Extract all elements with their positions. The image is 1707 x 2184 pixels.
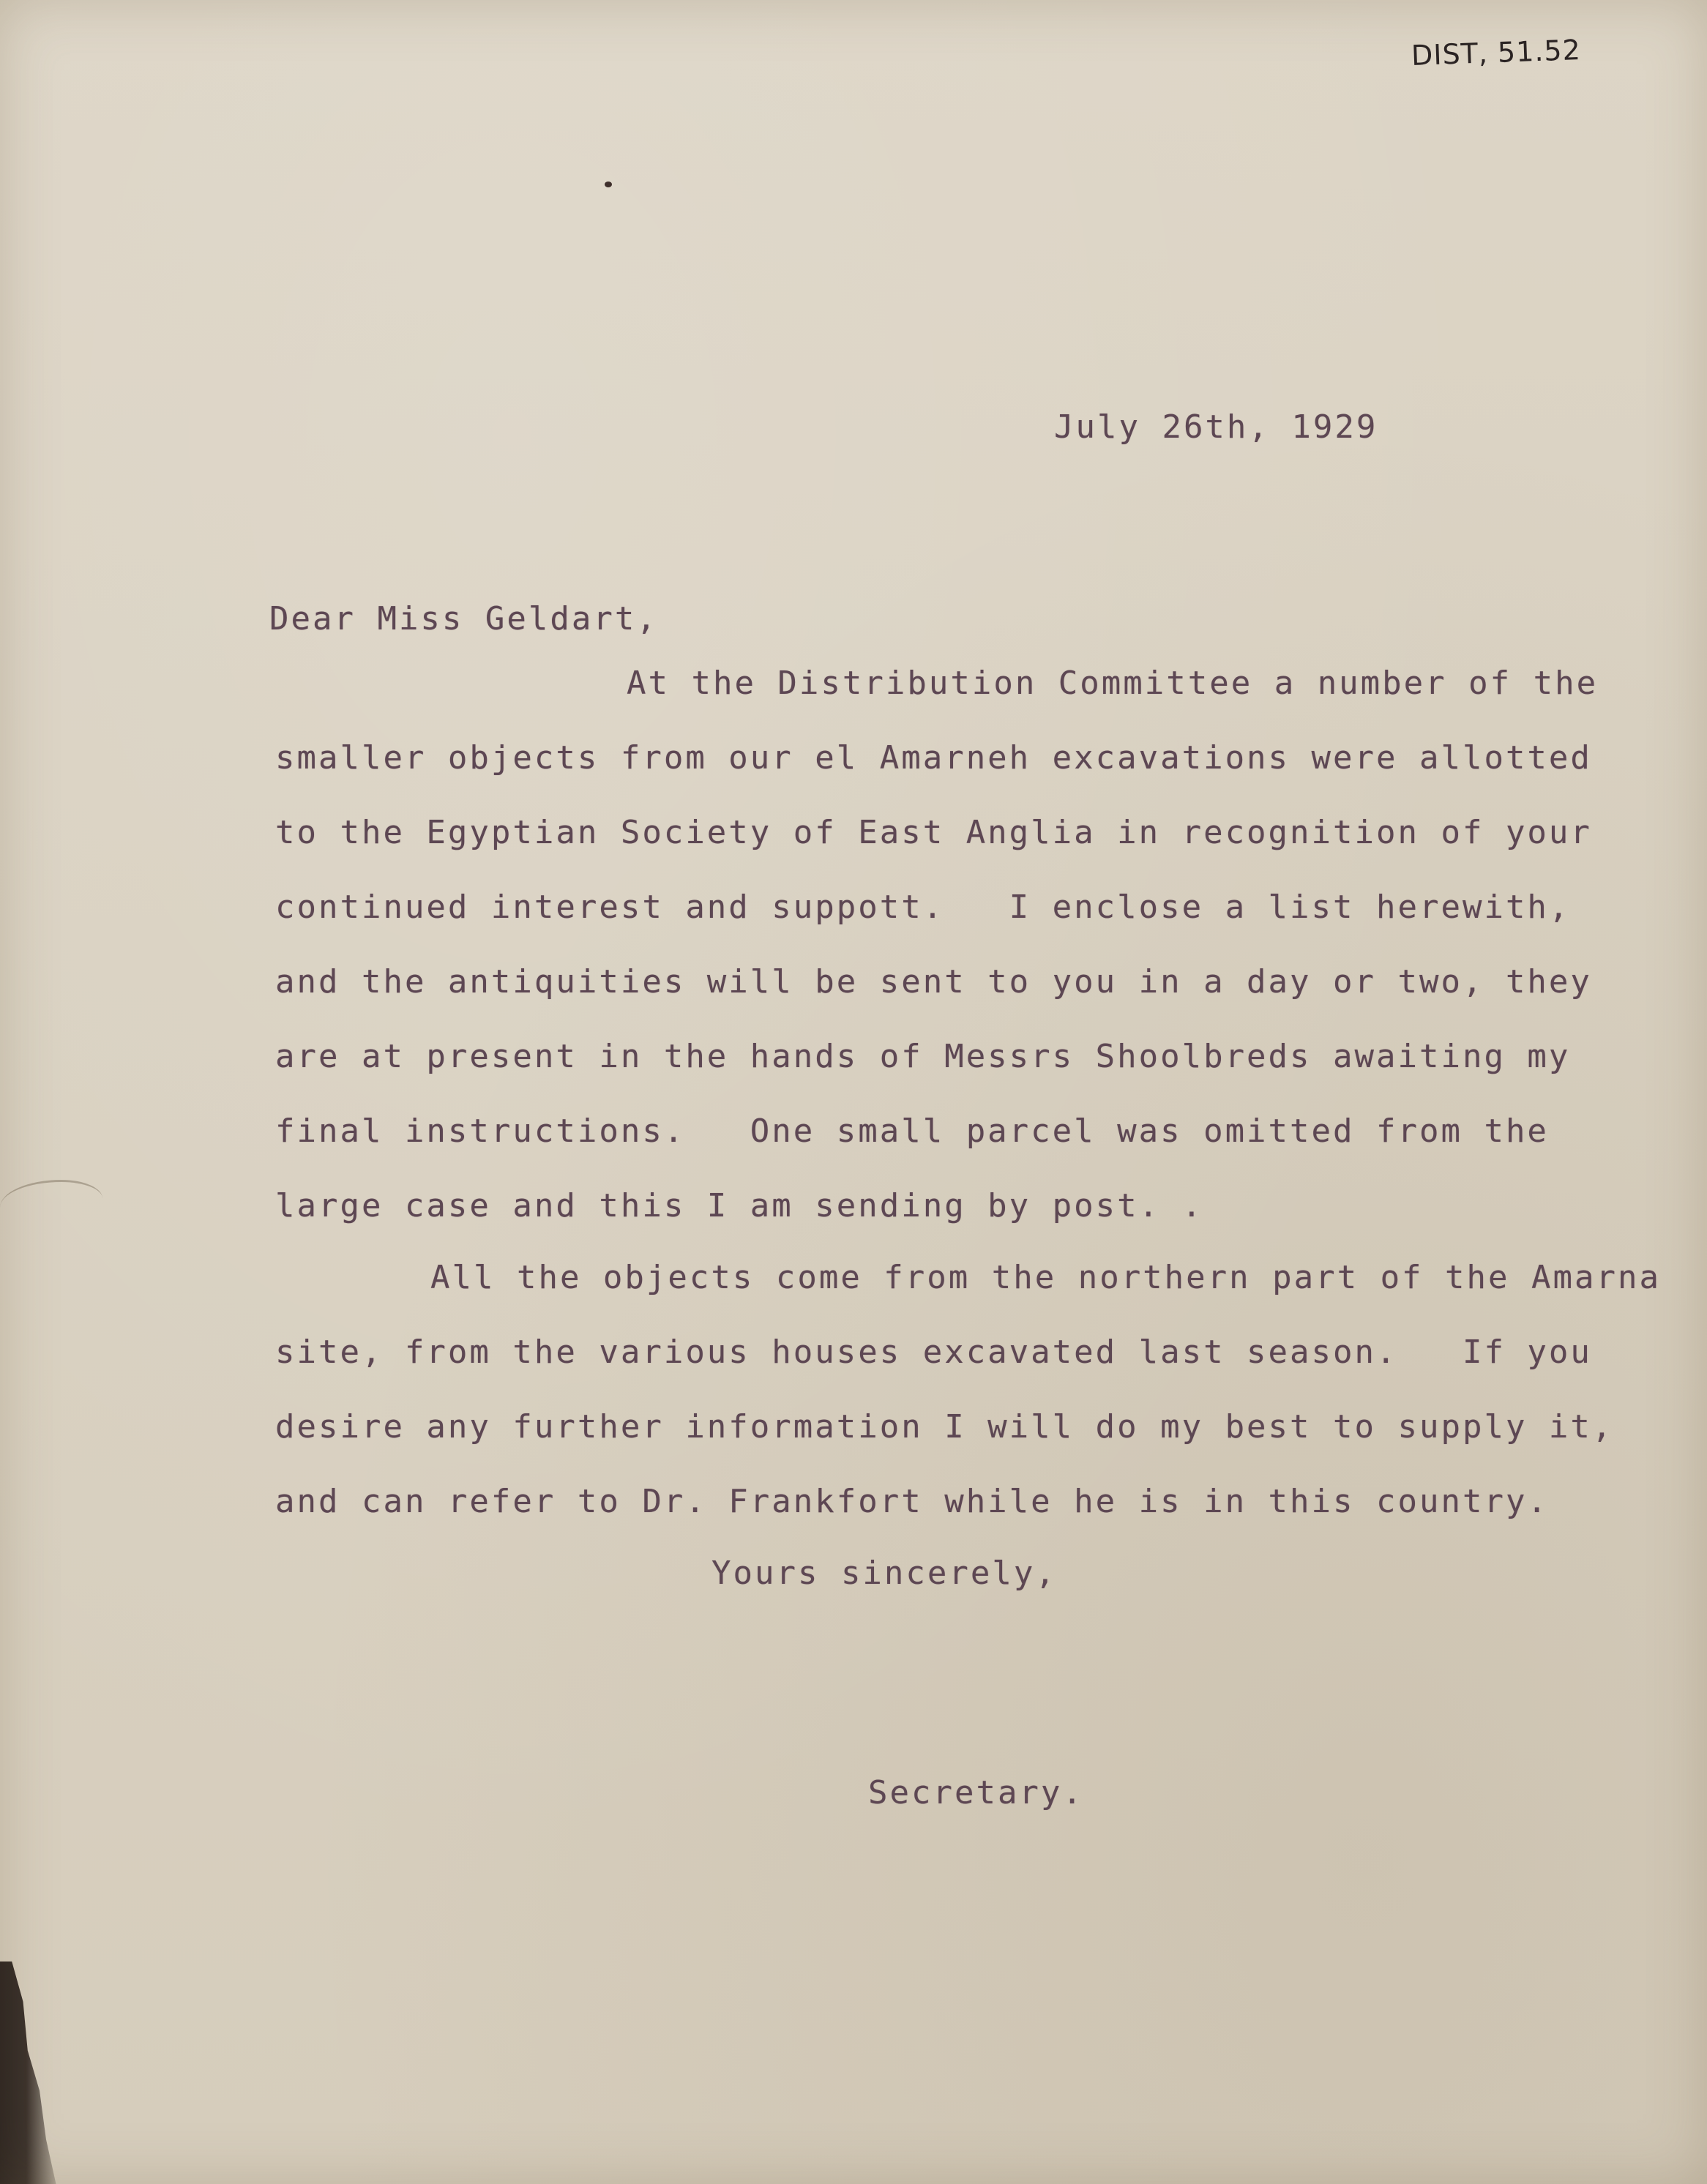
handwritten-reference-note: DIST, 51.52 bbox=[1411, 33, 1582, 72]
paragraph-2-line: site, from the various houses excavated last season. If you bbox=[275, 1334, 1592, 1371]
salutation: Dear Miss Geldart, bbox=[269, 600, 658, 637]
paragraph-1-line: are at present in the hands of Messrs Shoolbreds awaiting my bbox=[275, 1038, 1571, 1075]
paragraph-1-line: At the Distribution Committee a number of the bbox=[627, 665, 1599, 702]
paragraph-1-line: and the antiquities will be sent to you in a day or two, they bbox=[275, 963, 1592, 1001]
letter-date: July 26th, 1929 bbox=[1054, 408, 1378, 446]
ink-speck bbox=[605, 182, 612, 187]
paragraph-1-line: continued interest and suppott. I enclose a list herewith, bbox=[275, 889, 1571, 926]
paragraph-1-line: large case and this I am sending by post. . bbox=[275, 1187, 1204, 1224]
torn-corner bbox=[0, 1962, 66, 2184]
paragraph-2-line: desire any further information I will do my best to supply it, bbox=[275, 1408, 1614, 1446]
paper-fold-mark bbox=[0, 1180, 102, 1226]
paragraph-1-line: to the Egyptian Society of East Anglia in recognition of your bbox=[275, 814, 1592, 851]
paragraph-2-line: All the objects come from the northern part of the Amarna bbox=[430, 1259, 1661, 1296]
closing: Yours sincerely, bbox=[711, 1555, 1057, 1592]
paragraph-2-line: and can refer to Dr. Frankfort while he is in this country. bbox=[275, 1483, 1549, 1520]
paragraph-1-line: smaller objects from our el Amarneh excavations were allotted bbox=[275, 739, 1592, 777]
signature-title: Secretary. bbox=[868, 1774, 1084, 1811]
paragraph-1-line: final instructions. One small parcel was omitted from the bbox=[275, 1112, 1549, 1150]
